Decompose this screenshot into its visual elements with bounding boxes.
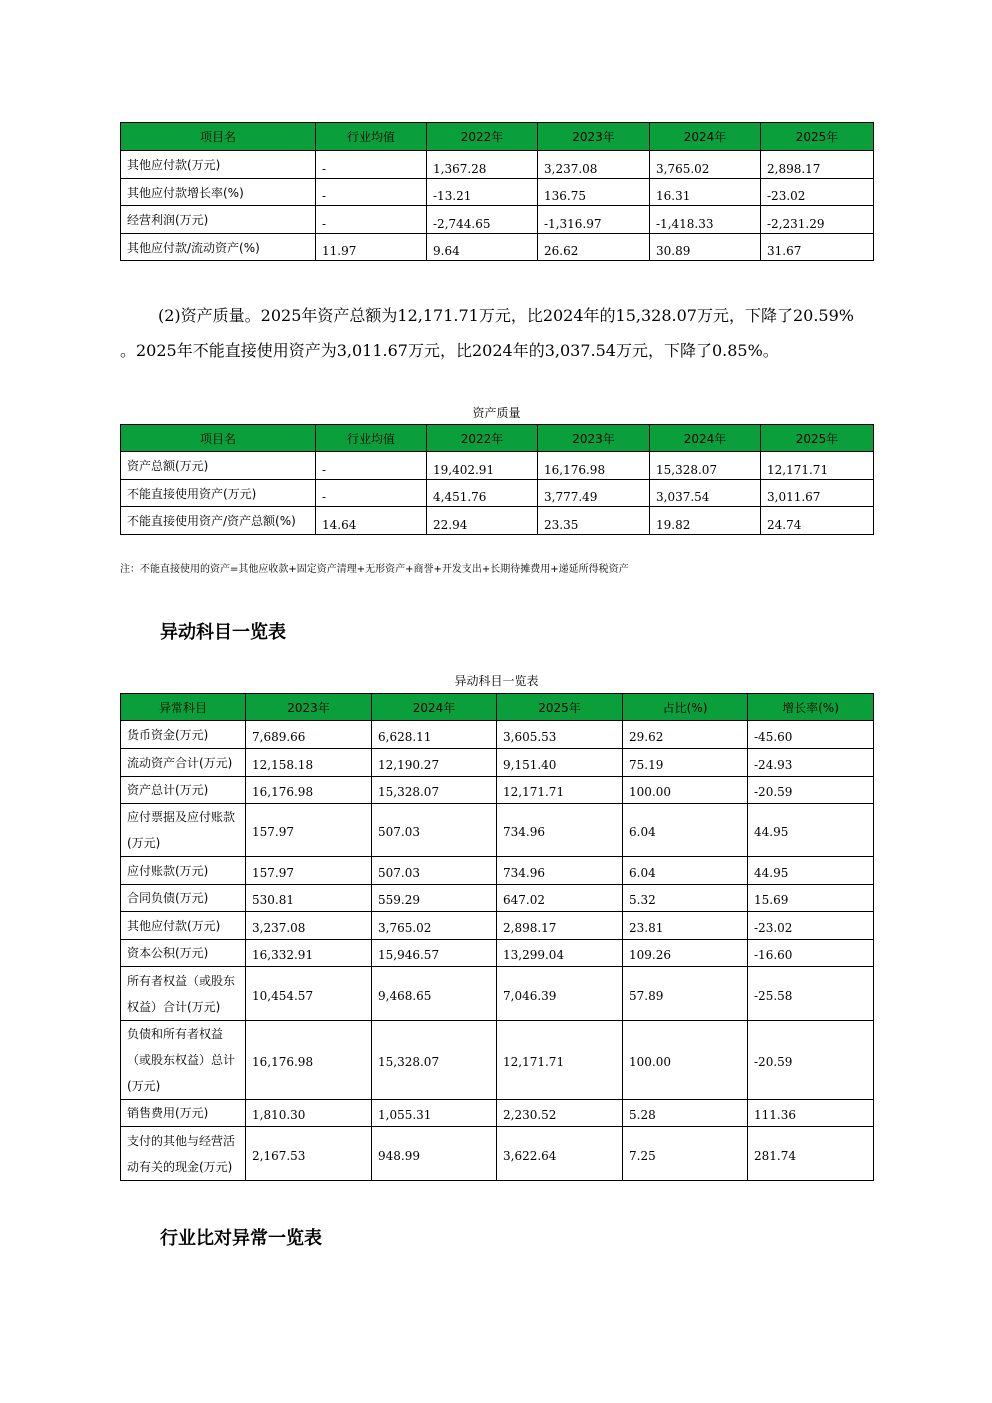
paragraph-line-2: 。2025年不能直接使用资产为3,011.67万元，比2024年的3,037.54万元，下降了0.85%。 — [120, 341, 779, 360]
table-cell: - — [316, 179, 427, 206]
table-cell: - — [316, 151, 427, 179]
row-label: 支付的其他与经营活动有关的现金(万元) — [121, 1127, 246, 1181]
table-cell: 1,367.28 — [427, 151, 538, 179]
section-heading-industry-comparison: 行业比对异常一览表 — [160, 1228, 322, 1249]
table-row — [121, 940, 874, 967]
table-cell: 15,328.07 — [372, 1021, 497, 1100]
table-cell: 5.28 — [623, 1100, 748, 1127]
table-header-row — [121, 123, 874, 151]
row-label: 经营利润(万元) — [121, 206, 316, 234]
table-row — [121, 967, 874, 1021]
table-cell: 3,765.02 — [650, 151, 761, 179]
table-row — [121, 452, 874, 480]
table-cell: -45.60 — [748, 721, 874, 749]
table-cell: 11.97 — [316, 234, 427, 261]
table-cell: 12,171.71 — [497, 1021, 623, 1100]
row-label: 其他应付款(万元) — [121, 912, 246, 940]
row-label: 销售费用(万元) — [121, 1100, 246, 1127]
table-cell: 734.96 — [497, 857, 623, 885]
table-cell: 4,451.76 — [427, 480, 538, 507]
table-cell: 647.02 — [497, 885, 623, 912]
table-cell: 281.74 — [748, 1127, 874, 1181]
table-row — [121, 1021, 874, 1100]
table-cell: 15.69 — [748, 885, 874, 912]
row-label: 资本公积(万元) — [121, 940, 246, 967]
column-header: 2025年 — [761, 425, 874, 452]
table-cell: - — [316, 452, 427, 480]
table-cell: 22.94 — [427, 507, 538, 535]
table-cell: -1,418.33 — [650, 206, 761, 234]
column-header: 2025年 — [761, 123, 874, 151]
table-cell: 44.95 — [748, 804, 874, 857]
column-header: 2022年 — [427, 425, 538, 452]
table-row — [121, 206, 874, 234]
table-cell: -25.58 — [748, 967, 874, 1021]
column-header: 2024年 — [650, 123, 761, 151]
table-cell: 559.29 — [372, 885, 497, 912]
row-label: 负债和所有者权益（或股东权益）总计(万元) — [121, 1021, 246, 1100]
table-cell: 100.00 — [623, 1021, 748, 1100]
table-cell: -20.59 — [748, 1021, 874, 1100]
table-cell: 734.96 — [497, 804, 623, 857]
table-cell: 948.99 — [372, 1127, 497, 1181]
column-header: 异常科目 — [121, 694, 246, 721]
asset-quality-caption: 资产质量 — [472, 406, 521, 420]
table-cell: - — [316, 206, 427, 234]
table-cell: 2,898.17 — [497, 912, 623, 940]
column-header: 2024年 — [372, 694, 497, 721]
row-label: 合同负债(万元) — [121, 885, 246, 912]
table-cell: 507.03 — [372, 857, 497, 885]
table-cell: 30.89 — [650, 234, 761, 261]
column-header: 2024年 — [650, 425, 761, 452]
other-payables-table — [120, 122, 874, 261]
row-label: 其他应付款/流动资产(%) — [121, 234, 316, 261]
table-cell: 15,946.57 — [372, 940, 497, 967]
table-cell: -2,744.65 — [427, 206, 538, 234]
table-cell: 19.82 — [650, 507, 761, 535]
table-cell: 507.03 — [372, 804, 497, 857]
table-cell: 6.04 — [623, 804, 748, 857]
table-cell: 136.75 — [538, 179, 650, 206]
asset-quality-paragraph — [120, 298, 890, 368]
column-header: 项目名 — [121, 123, 316, 151]
table-cell: - — [316, 480, 427, 507]
column-header: 2023年 — [538, 425, 650, 452]
table-row — [121, 721, 874, 749]
table-cell: 530.81 — [246, 885, 372, 912]
table-cell: 6,628.11 — [372, 721, 497, 749]
table-cell: -23.02 — [748, 912, 874, 940]
table-cell: 15,328.07 — [372, 777, 497, 804]
table-cell: 7.25 — [623, 1127, 748, 1181]
table-cell: 6.04 — [623, 857, 748, 885]
table-cell: 3,605.53 — [497, 721, 623, 749]
row-label: 不能直接使用资产(万元) — [121, 480, 316, 507]
table-cell: 157.97 — [246, 804, 372, 857]
table-cell: -16.60 — [748, 940, 874, 967]
table-cell: 24.74 — [761, 507, 874, 535]
asset-quality-table — [120, 424, 874, 535]
table-cell: 2,167.53 — [246, 1127, 372, 1181]
table-row — [121, 234, 874, 261]
table-row — [121, 1127, 874, 1181]
table-cell: 7,046.39 — [497, 967, 623, 1021]
column-header: 行业均值 — [316, 425, 427, 452]
table-cell: 16,332.91 — [246, 940, 372, 967]
table-cell: 12,171.71 — [761, 452, 874, 480]
section-heading-abnormal-items: 异动科目一览表 — [160, 622, 286, 643]
table-cell: -2,231.29 — [761, 206, 874, 234]
table-row — [121, 179, 874, 206]
table-cell: 12,190.27 — [372, 749, 497, 777]
abnormal-items-table — [120, 693, 874, 1181]
table-cell: 10,454.57 — [246, 967, 372, 1021]
table-row — [121, 1100, 874, 1127]
table-cell: 57.89 — [623, 967, 748, 1021]
column-header: 2023年 — [538, 123, 650, 151]
table-cell: 2,898.17 — [761, 151, 874, 179]
table-cell: 3,237.08 — [538, 151, 650, 179]
table-cell: 3,011.67 — [761, 480, 874, 507]
table-cell: 44.95 — [748, 857, 874, 885]
table-cell: 111.36 — [748, 1100, 874, 1127]
table-cell: -24.93 — [748, 749, 874, 777]
column-header: 占比(%) — [623, 694, 748, 721]
table-cell: 23.35 — [538, 507, 650, 535]
table-row — [121, 885, 874, 912]
table-cell: 100.00 — [623, 777, 748, 804]
table-cell: 2,230.52 — [497, 1100, 623, 1127]
table-cell: 9,468.65 — [372, 967, 497, 1021]
row-label: 不能直接使用资产/资产总额(%) — [121, 507, 316, 535]
table-cell: 109.26 — [623, 940, 748, 967]
table-row — [121, 151, 874, 179]
column-header: 项目名 — [121, 425, 316, 452]
table-cell: 3,622.64 — [497, 1127, 623, 1181]
table-cell: -20.59 — [748, 777, 874, 804]
table-row — [121, 480, 874, 507]
table-cell: 1,810.30 — [246, 1100, 372, 1127]
table-header-row — [121, 425, 874, 452]
table-row — [121, 777, 874, 804]
table-row — [121, 507, 874, 535]
column-header: 2022年 — [427, 123, 538, 151]
table-row — [121, 912, 874, 940]
table-cell: 12,158.18 — [246, 749, 372, 777]
table-cell: 3,765.02 — [372, 912, 497, 940]
table-cell: 16,176.98 — [538, 452, 650, 480]
table-cell: -1,316.97 — [538, 206, 650, 234]
table-cell: 9,151.40 — [497, 749, 623, 777]
table-cell: 9.64 — [427, 234, 538, 261]
table-cell: 16,176.98 — [246, 777, 372, 804]
table-row — [121, 857, 874, 885]
table-cell: 31.67 — [761, 234, 874, 261]
row-label: 流动资产合计(万元) — [121, 749, 246, 777]
table-cell: 1,055.31 — [372, 1100, 497, 1127]
table-row — [121, 749, 874, 777]
row-label: 应付账款(万元) — [121, 857, 246, 885]
column-header: 2023年 — [246, 694, 372, 721]
row-label: 其他应付款增长率(%) — [121, 179, 316, 206]
row-label: 所有者权益（或股东权益）合计(万元) — [121, 967, 246, 1021]
table-cell: 3,777.49 — [538, 480, 650, 507]
row-label: 其他应付款(万元) — [121, 151, 316, 179]
row-label: 资产总额(万元) — [121, 452, 316, 480]
table-row — [121, 804, 874, 857]
table-cell: 3,237.08 — [246, 912, 372, 940]
table-cell: 23.81 — [623, 912, 748, 940]
table-cell: -23.02 — [761, 179, 874, 206]
column-header: 增长率(%) — [748, 694, 874, 721]
table-cell: 26.62 — [538, 234, 650, 261]
table-header-row — [121, 694, 874, 721]
row-label: 应付票据及应付账款(万元) — [121, 804, 246, 857]
table-cell: 5.32 — [623, 885, 748, 912]
table-cell: 29.62 — [623, 721, 748, 749]
column-header: 行业均值 — [316, 123, 427, 151]
paragraph-line-1: (2)资产质量。2025年资产总额为12,171.71万元，比2024年的15,328.07万元，下降了20.59% — [158, 306, 854, 325]
table-cell: -13.21 — [427, 179, 538, 206]
abnormal-items-caption: 异动科目一览表 — [454, 674, 539, 688]
table-cell: 19,402.91 — [427, 452, 538, 480]
table-cell: 15,328.07 — [650, 452, 761, 480]
table-cell: 157.97 — [246, 857, 372, 885]
table-cell: 13,299.04 — [497, 940, 623, 967]
column-header: 2025年 — [497, 694, 623, 721]
table-cell: 14.64 — [316, 507, 427, 535]
note-text: 注：不能直接使用的资产=其他应收款+固定资产清理+无形资产+商誉+开发支出+长期待摊费用+递延所得税资产 — [120, 564, 629, 575]
table-cell: 75.19 — [623, 749, 748, 777]
table-cell: 12,171.71 — [497, 777, 623, 804]
row-label: 资产总计(万元) — [121, 777, 246, 804]
table-cell: 7,689.66 — [246, 721, 372, 749]
table-cell: 16.31 — [650, 179, 761, 206]
table-cell: 3,037.54 — [650, 480, 761, 507]
table-cell: 16,176.98 — [246, 1021, 372, 1100]
row-label: 货币资金(万元) — [121, 721, 246, 749]
